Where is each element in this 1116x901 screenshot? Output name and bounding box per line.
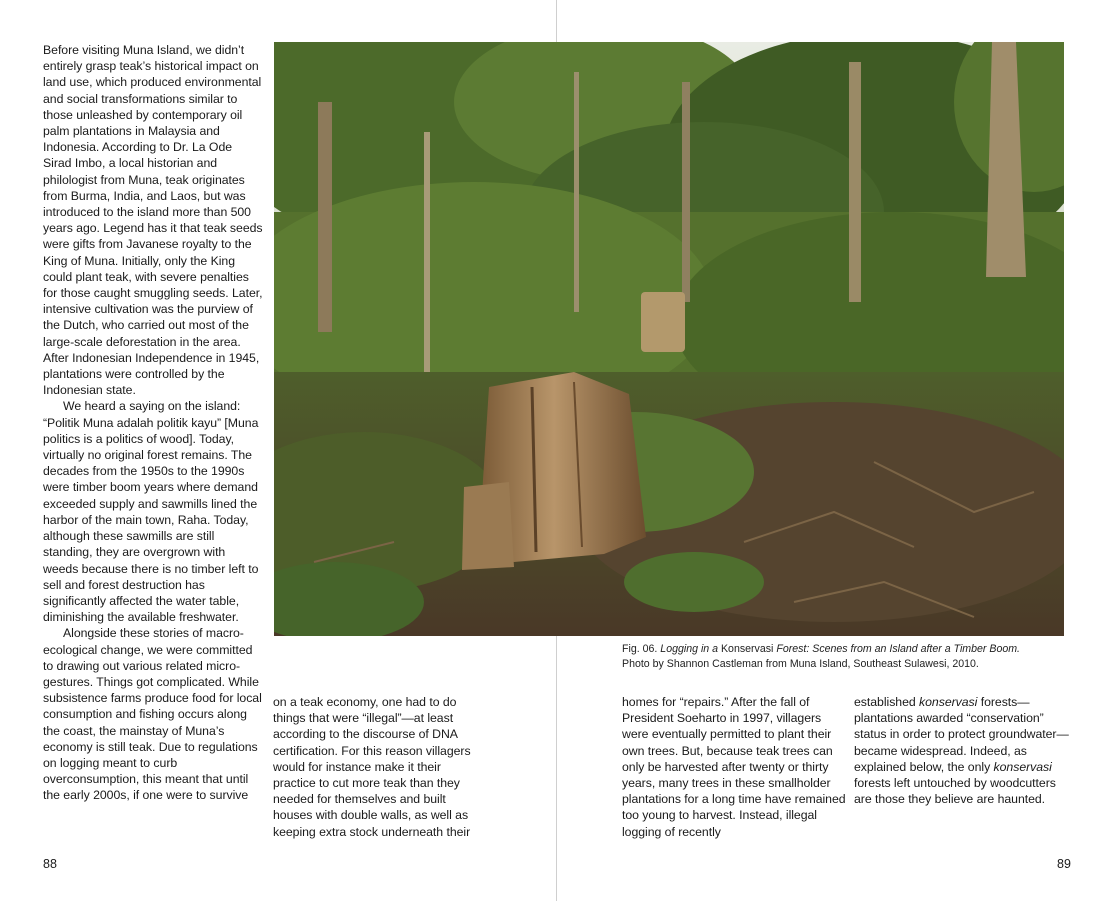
paragraph-1: Before visiting Muna Island, we didn’t entirely grasp teak’s historical impact on land use, which produced environmental and social transformations similar to those unleashed by contemporary oil palm plantations in Malaysia and Indonesia. According to Dr. La Ode Sirad Imbo, a local historian and philologist from Muna, teak originates from Burma, India, and Laos, but was introduced to the island more than 500 years ago. Legend has it that teak seeds were gifts from Javanese royalty to the King of Muna. Initially, only the King could plant teak, with severe penalties for those caught smuggling seeds. Later, intensive cultivation was the purview of the Dutch, who carried out most of the large-scale deforestation in the area. After Indonesian Independence in 1945, plantations were controlled by the Indonesian state.	[43, 43, 263, 398]
text-run: established	[854, 695, 916, 709]
page-number-right: 89	[1057, 857, 1071, 871]
figure-number: Fig. 06.	[622, 643, 658, 655]
text-run: forests—plantations awarded “conservation” status in order to protect groundwater—became widespread. Indeed, as explained below, the only	[854, 695, 1069, 774]
paragraph-final	[854, 694, 1074, 807]
forest-photograph	[274, 42, 1064, 636]
italic-term: konservasi	[919, 695, 978, 709]
figure-caption	[622, 642, 1072, 671]
caption-title-part-b: Forest: Scenes from an Island after a Timber Boom.	[776, 643, 1021, 655]
text-column-3	[622, 694, 847, 840]
italic-term: konservasi	[993, 759, 1052, 774]
text-column-1	[43, 42, 263, 804]
caption-title-word: Konservasi	[720, 643, 774, 655]
background-stump	[641, 292, 685, 352]
paragraph-continued: on a teak economy, one had to do things that were “illegal”—at least according to the discourse of DNA certification. For this reason villagers would for instance make it their practice to cut more teak than they needed for themselves and built houses with double walls, as well as keeping extra stock underneath their	[273, 695, 471, 839]
page-number-left: 88	[43, 857, 57, 871]
text-run: forests left untouched by woodcutters are those they believe are haunted.	[854, 776, 1056, 807]
tree-trunk	[318, 102, 332, 332]
text-column-2	[273, 694, 483, 840]
text-column-4	[854, 694, 1074, 807]
paragraph-continued-right: homes for “repairs.” After the fall of President Soeharto in 1997, villagers were eventually permitted to plant their own trees. But, because teak trees can only be harvested after twenty or thirty years, many trees in these smallholder plantations for a long time have remained too young to harvest. Instead, illegal logging of recently	[622, 695, 846, 839]
paragraph-3: Alongside these stories of macro-ecological change, we were committed to drawing out various related micro-gestures. Things got complicated. While subsistence farms produce food for local consumption and fishing occurs along the coast, the mainstay of Muna’s economy is still teak. Due to regulations on logging meant to curb overconsumption, this meant that until the early 2000s, if one were to survive	[43, 626, 262, 803]
caption-title-part-a: Logging in a	[660, 643, 719, 655]
paragraph-2: We heard a saying on the island: “Politik Muna adalah politik kayu” [Muna politics is a politics of wood]. Today, virtually no original forest remains. The decades from the 1950s to the 1990s were timber boom years where demand exceeded supply and sawmills lined the harbor of the main town, Raha. Today, although these sawmills are still standing, they are overgrown with weeds because there is no timber left to sell and forest destruction has significantly affected the water table, diminishing the available freshwater.	[43, 399, 259, 625]
photo-credit: Photo by Shannon Castleman from Muna Island, Southeast Sulawesi, 2010.	[622, 657, 979, 670]
forest-photo-illustration	[274, 42, 1064, 636]
